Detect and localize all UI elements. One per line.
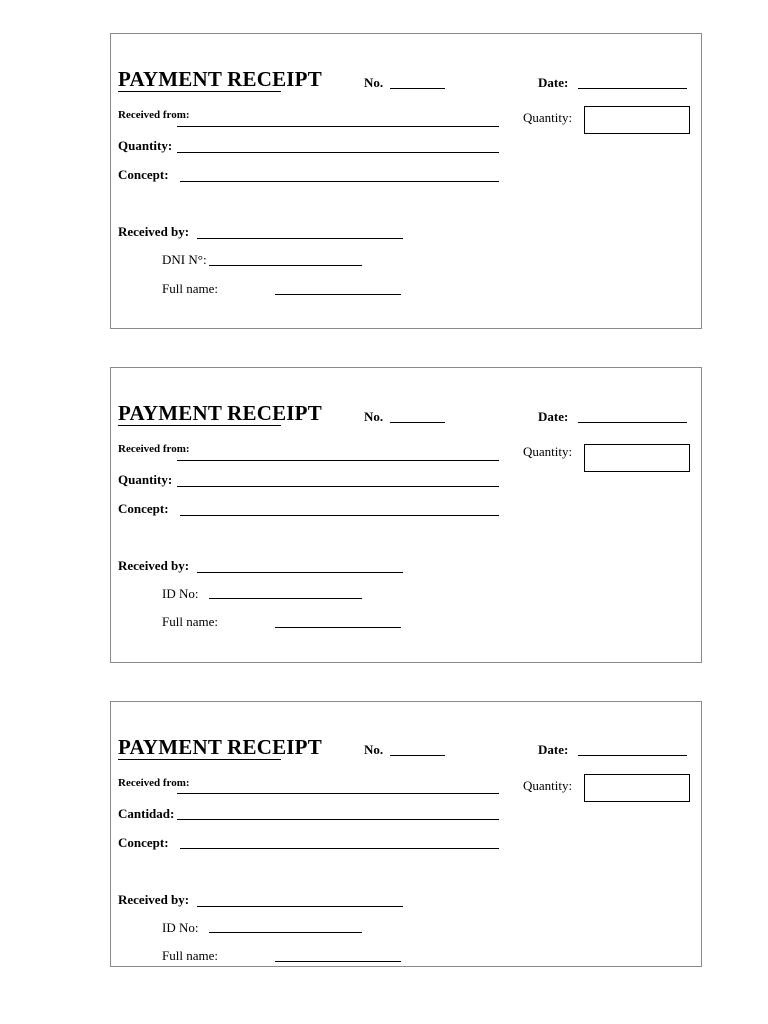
received-by-label: Received by: [118,224,190,239]
id-field[interactable] [209,932,362,933]
id-field[interactable] [209,598,362,599]
quantity-label: Quantity: [118,472,173,487]
payment-receipt-form [110,33,702,329]
number-field[interactable] [390,422,445,423]
concept-field[interactable] [180,181,499,182]
received-from-label: Received from: [118,109,190,121]
received-by-label: Received by: [118,892,190,907]
quantity-label: Quantity: [118,138,173,153]
full-name-label: Full name: [162,948,218,963]
quantity-field[interactable] [177,819,499,820]
title-underline [118,91,281,92]
number-label: No. [364,75,384,90]
id-label: ID No: [162,920,199,935]
id-field[interactable] [209,265,362,266]
receipt-title: PAYMENT RECEIPT [118,735,322,759]
full-name-label: Full name: [162,281,218,296]
quantity-amount-box[interactable] [584,106,690,134]
date-label: Date: [538,409,569,424]
number-field[interactable] [390,88,445,89]
received-from-field[interactable] [177,793,499,794]
quantity-field[interactable] [177,152,499,153]
date-label: Date: [538,75,569,90]
received-by-field[interactable] [197,906,403,907]
date-field[interactable] [578,88,687,89]
number-label: No. [364,742,384,757]
title-underline [118,425,281,426]
date-field[interactable] [578,755,687,756]
quantity-amount-box[interactable] [584,774,690,802]
received-by-field[interactable] [197,572,403,573]
receipt-title: PAYMENT RECEIPT [118,401,322,425]
number-label: No. [364,409,384,424]
id-label: DNI N°: [162,252,207,267]
id-label: ID No: [162,586,199,601]
concept-label: Concept: [118,835,169,850]
payment-receipt-form [110,367,702,663]
full-name-field[interactable] [275,627,401,628]
received-from-label: Received from: [118,777,190,789]
received-from-label: Received from: [118,443,190,455]
concept-label: Concept: [118,167,169,182]
quantity-box-label: Quantity: [523,110,573,125]
concept-label: Concept: [118,501,169,516]
title-underline [118,759,281,760]
payment-receipt-form [110,701,702,967]
full-name-field[interactable] [275,294,401,295]
date-field[interactable] [578,422,687,423]
received-by-field[interactable] [197,238,403,239]
quantity-box-label: Quantity: [523,444,573,459]
received-by-label: Received by: [118,558,190,573]
full-name-field[interactable] [275,961,401,962]
received-from-field[interactable] [177,460,499,461]
full-name-label: Full name: [162,614,218,629]
quantity-field[interactable] [177,486,499,487]
number-field[interactable] [390,755,445,756]
receipt-title: PAYMENT RECEIPT [118,67,322,91]
date-label: Date: [538,742,569,757]
concept-field[interactable] [180,848,499,849]
concept-field[interactable] [180,515,499,516]
quantity-amount-box[interactable] [584,444,690,472]
quantity-box-label: Quantity: [523,778,573,793]
quantity-label: Cantidad: [118,806,175,821]
received-from-field[interactable] [177,126,499,127]
